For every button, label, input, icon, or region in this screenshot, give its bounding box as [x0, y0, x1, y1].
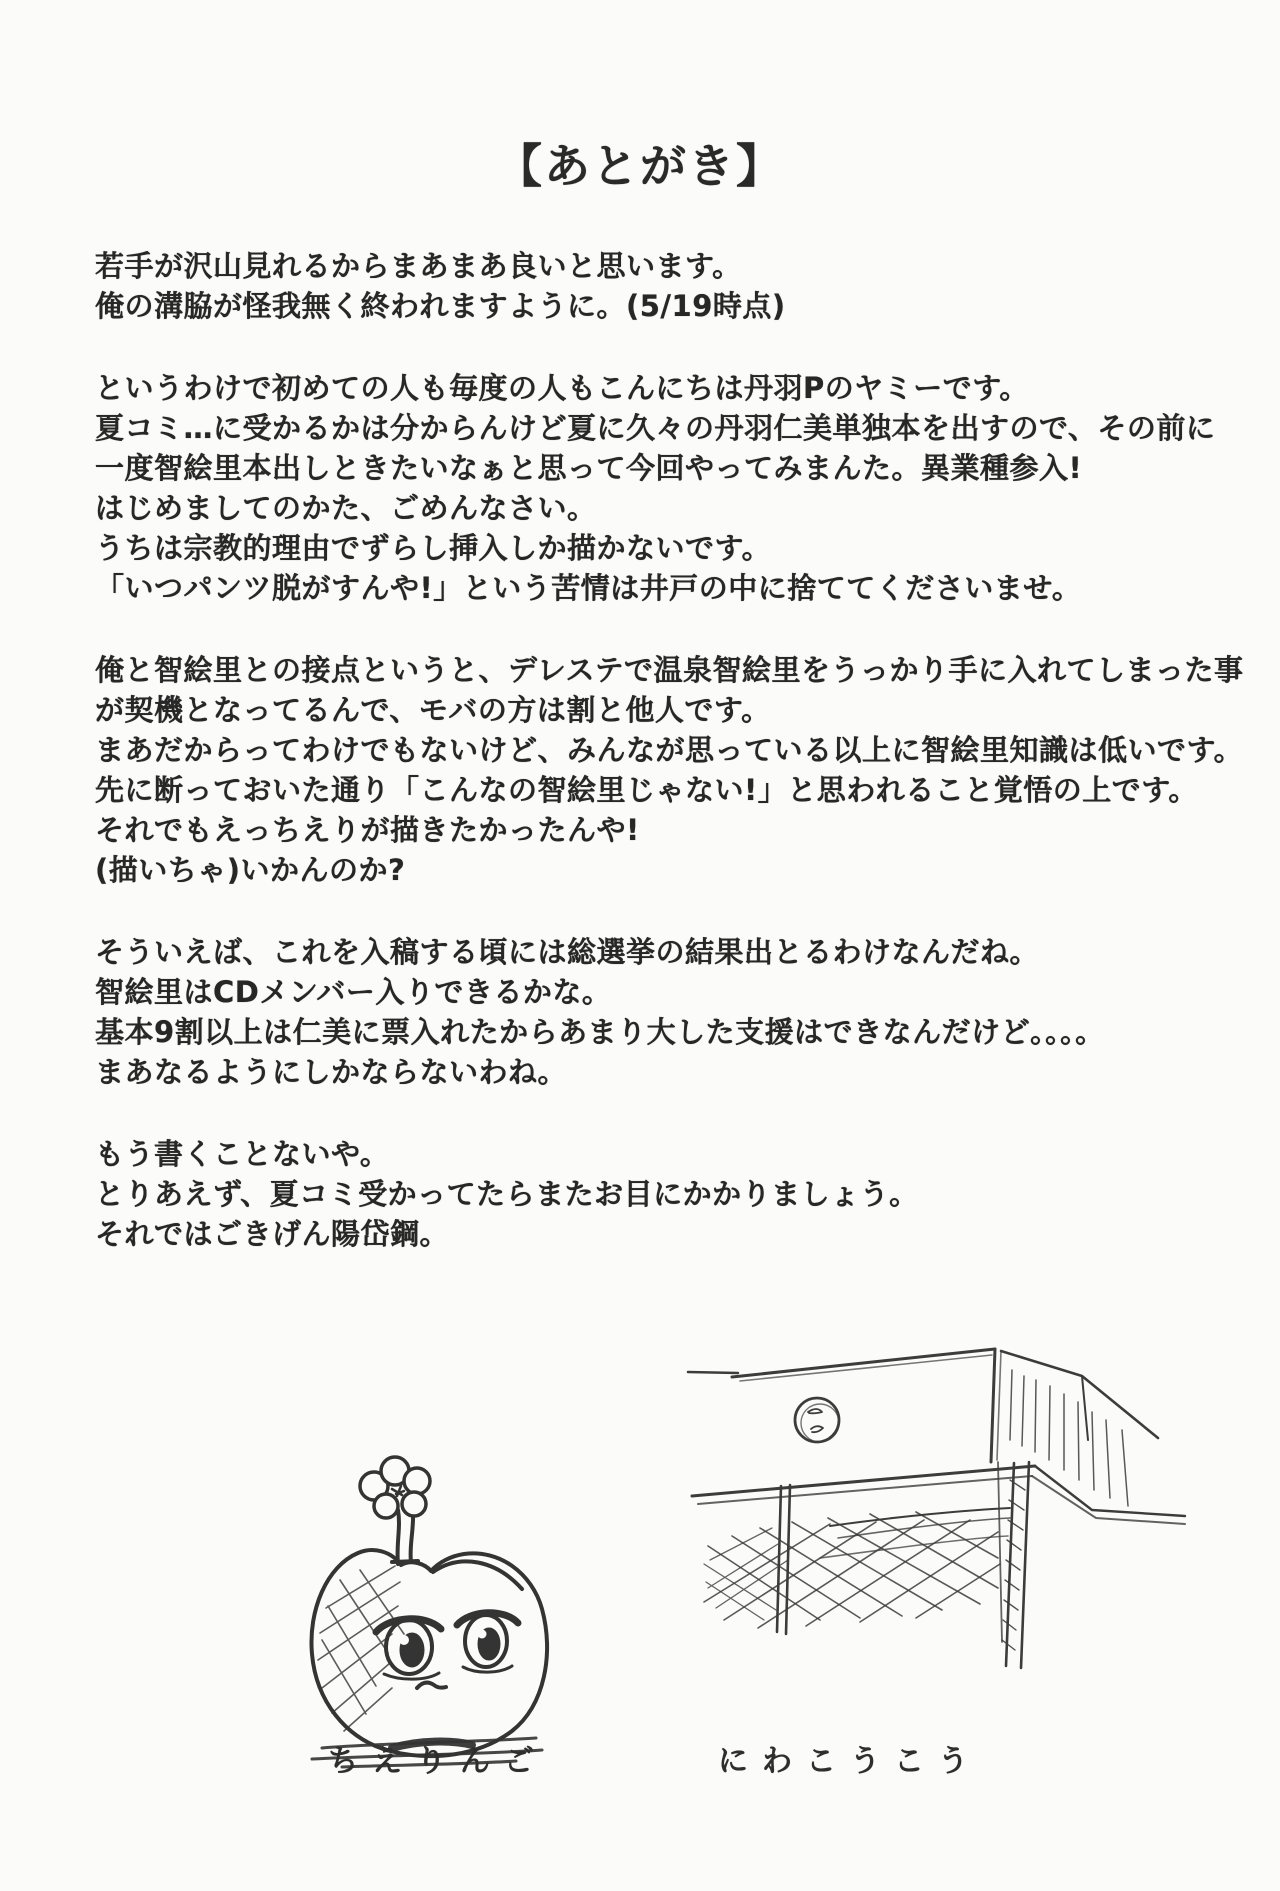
text-line: 智絵里はCDメンバー入りできるかな。: [95, 975, 612, 1009]
apple-caption: ちえりんご: [328, 1744, 548, 1779]
paragraph-5: [95, 1134, 1235, 1254]
text-line: が契機となってるんで、モバの方は割と他人です。: [95, 693, 771, 727]
text-line: それではごきげん陽岱鋼。: [95, 1217, 450, 1251]
apple-character-illustration: [300, 1448, 560, 1778]
paragraph-3: [95, 650, 1244, 890]
text-line: 「いつパンツ脱がすんや!」という苦情は井戸の中に捨ててくださいませ。: [95, 571, 1082, 605]
building-sketch-icon: [680, 1320, 1240, 1740]
paragraph-2: [95, 368, 1235, 608]
text-line: そういえば、これを入稿する頃には総選挙の結果出とるわけなんだね。: [95, 935, 1040, 969]
text-line: 俺の溝脇が怪我無く終われますように。(5/19時点): [95, 289, 786, 323]
paragraph-1: [95, 246, 1235, 326]
text-line: まあだからってわけでもないけど、みんなが思っている以上に智絵里知識は低いです。: [95, 733, 1244, 767]
text-line: 先に断っておいた通り「こんなの智絵里じゃない!」と思われること覚悟の上です。: [95, 773, 1198, 807]
text-line: (描いちゃ)いかんのか?: [95, 853, 406, 887]
text-line: 俺と智絵里との接点というと、デレステで温泉智絵里をうっかり手に入れてしまった事: [95, 653, 1244, 687]
text-line: 基本9割以上は仁美に票入れたからあまり大した支援はできなんだけど。。。。: [95, 1015, 1105, 1049]
paragraph-4: [95, 932, 1235, 1092]
text-line: うちは宗教的理由でずらし挿入しか描かないです。: [95, 531, 772, 565]
text-line: 一度智絵里本出しときたいなぁと思って今回やってみまんた。異業種参入!: [95, 451, 1083, 485]
building-illustration: [680, 1320, 1240, 1740]
building-caption: にわこうこう: [718, 1744, 982, 1779]
afterword-text: [95, 246, 1244, 1296]
apple-character-icon: [300, 1448, 560, 1778]
text-line: 夏コミ…に受かるかは分からんけど夏に久々の丹羽仁美単独本を出すので、その前に: [95, 411, 1216, 445]
text-line: とりあえず、夏コミ受かってたらまたお目にかかりましょう。: [95, 1177, 919, 1211]
text-line: はじめましてのかた、ごめんなさい。: [95, 491, 597, 525]
text-line: それでもえっちえりが描きたかったんや!: [95, 813, 640, 847]
page-title: 【あとがき】: [496, 139, 784, 193]
text-line: まあなるようにしかならないわね。: [95, 1055, 568, 1089]
text-line: というわけで初めての人も毎度の人もこんにちは丹羽Pのヤミーです。: [95, 371, 1029, 405]
text-line: 若手が沢山見れるからまあまあ良いと思います。: [95, 249, 742, 283]
text-line: もう書くことないや。: [95, 1137, 390, 1171]
